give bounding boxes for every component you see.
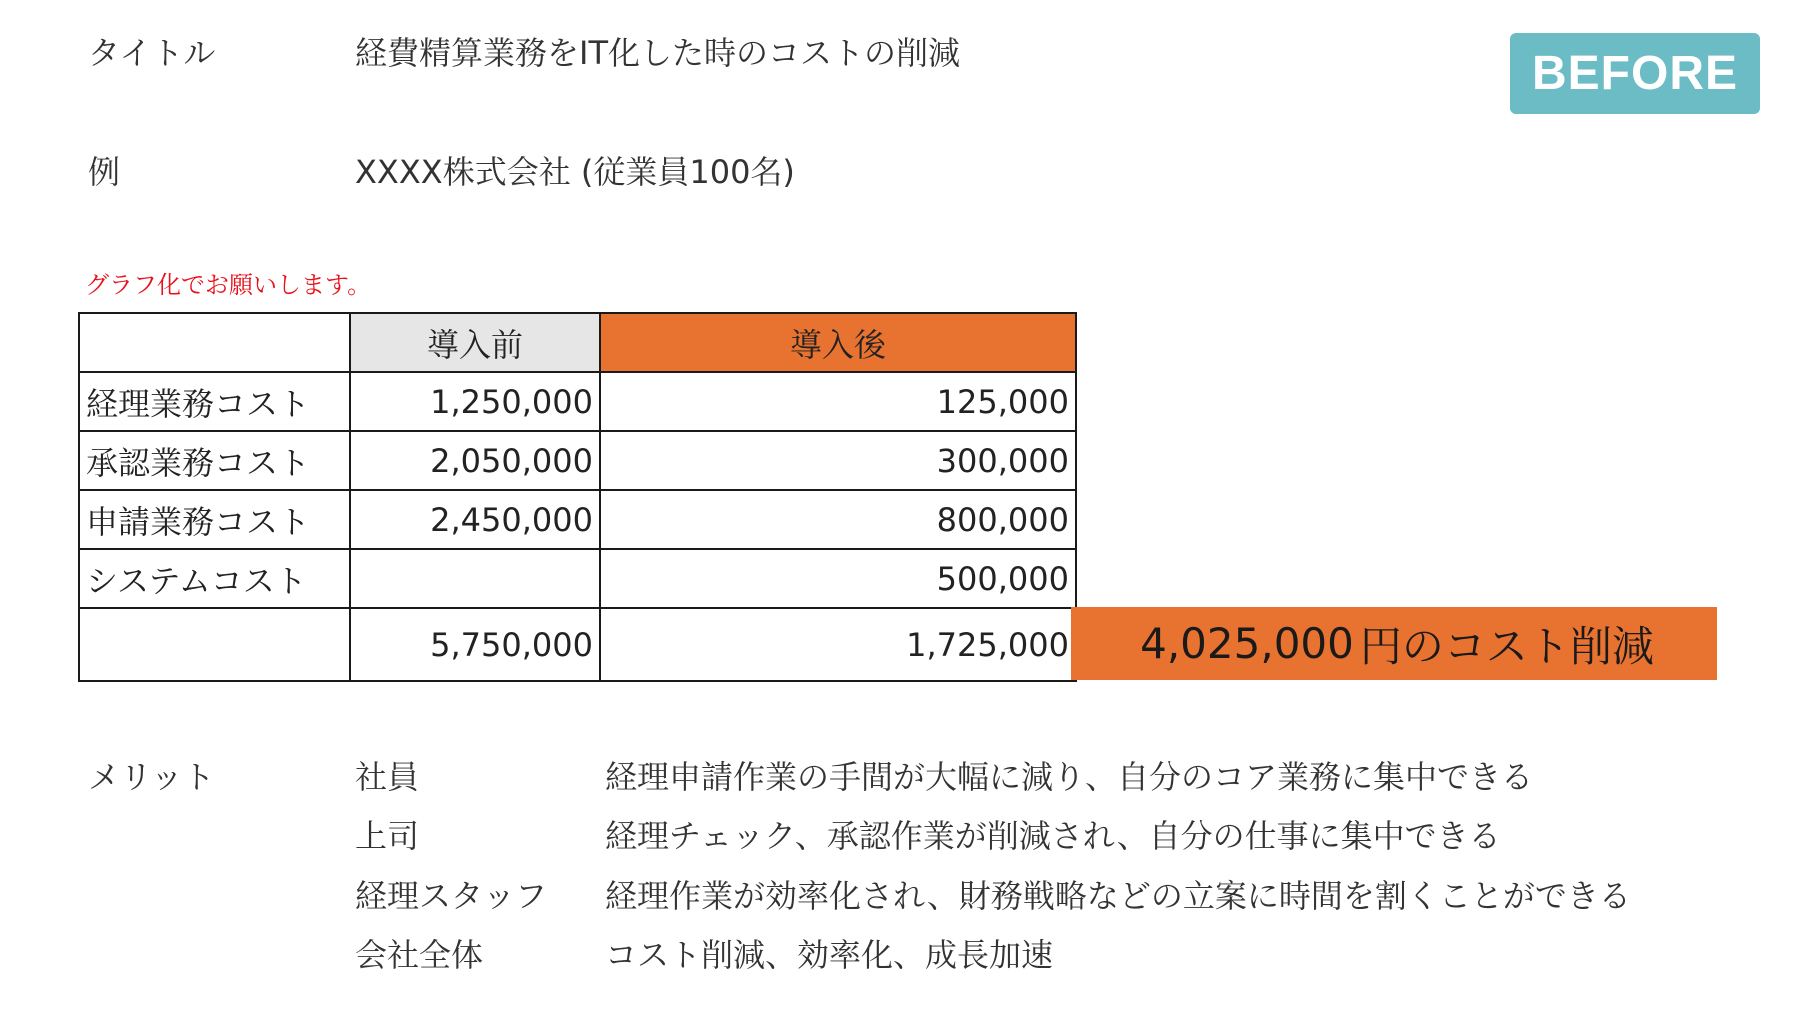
row-before-value (350, 549, 600, 608)
example-value: XXXX株式会社 (従業員100名) (355, 153, 795, 191)
merit-label: メリット (88, 758, 215, 796)
merit-who: 会社全体 (355, 936, 484, 974)
total-after-value: 1,725,000 (600, 608, 1076, 681)
merit-what: 経理申請作業の手間が大幅に減り、自分のコア業務に集中できる (605, 758, 1534, 796)
cost-table (78, 312, 1077, 682)
merit-what: 経理作業が効率化され、財務戦略などの立案に時間を割くことができる (605, 877, 1631, 915)
table-row (79, 549, 1076, 608)
table-row (79, 372, 1076, 431)
merit-what: コスト削減、効率化、成長加速 (605, 936, 1054, 974)
row-before-value: 2,050,000 (350, 431, 600, 490)
cost-saving-banner (1071, 607, 1717, 680)
row-label: 申請業務コスト (79, 490, 350, 549)
table-header-row (79, 313, 1076, 372)
row-after-value: 500,000 (600, 549, 1076, 608)
total-row (79, 608, 1076, 681)
row-before-value: 2,450,000 (350, 490, 600, 549)
merit-who: 上司 (355, 817, 420, 855)
total-before-value: 5,750,000 (350, 608, 600, 681)
merit-what: 経理チェック、承認作業が削減され、自分の仕事に集中できる (605, 817, 1501, 855)
row-after-value: 125,000 (600, 372, 1076, 431)
row-label: 経理業務コスト (79, 372, 350, 431)
merit-who: 経理スタッフ (355, 877, 548, 915)
saving-text: 円のコスト削減 (1359, 621, 1654, 671)
saving-amount: 4,025,000 (1140, 619, 1354, 668)
row-label: 承認業務コスト (79, 431, 350, 490)
total-label (79, 608, 350, 681)
row-before-value: 1,250,000 (350, 372, 600, 431)
table-row (79, 490, 1076, 549)
row-after-value: 300,000 (600, 431, 1076, 490)
row-after-value: 800,000 (600, 490, 1076, 549)
header-after: 導入後 (600, 313, 1076, 372)
table-row (79, 431, 1076, 490)
merit-who: 社員 (355, 758, 420, 796)
row-label: システムコスト (79, 549, 350, 608)
title-label: タイトル (88, 34, 216, 72)
header-before: 導入前 (350, 313, 600, 372)
header-corner-cell (79, 313, 350, 372)
title-value: 経費精算業務をIT化した時のコストの削減 (355, 34, 960, 72)
before-badge: BEFORE (1510, 33, 1760, 114)
graph-request-note: グラフ化でお願いします。 (85, 271, 372, 299)
example-label: 例 (88, 153, 121, 191)
